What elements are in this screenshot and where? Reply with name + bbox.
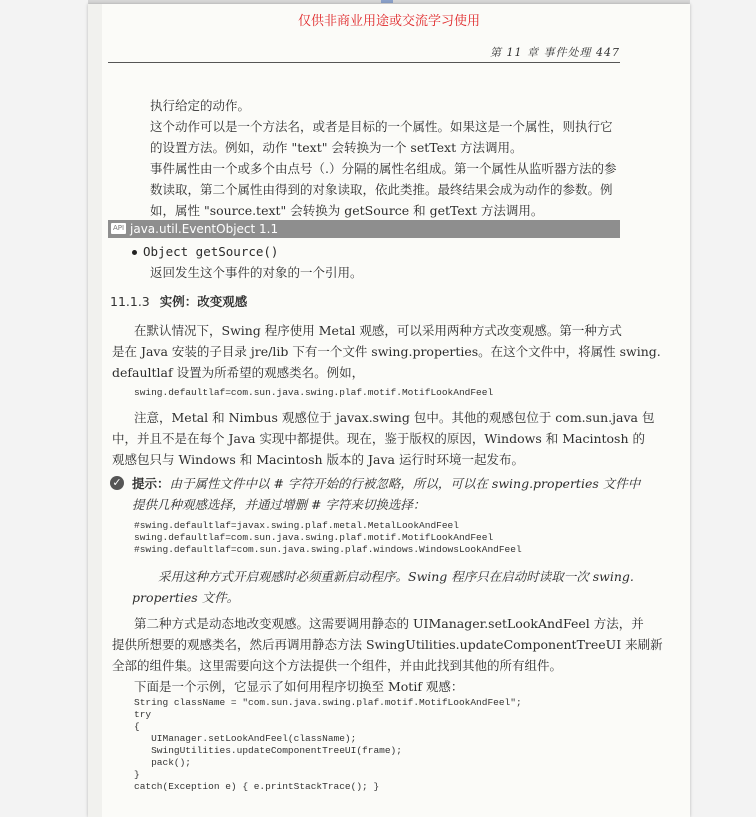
code-line: } (134, 769, 140, 780)
paragraph-line: properties 文件。 (132, 590, 240, 605)
bullet-icon (132, 250, 137, 255)
paragraph-line: 下面是一个示例，它显示了如何用程序切换至 Motif 观感： (134, 679, 464, 694)
paragraph-line: 的设置方法。例如，动作 "text" 会转换为一个 setText 方法调用。 (150, 140, 523, 155)
document-page (88, 4, 690, 817)
code-line: { (134, 721, 140, 732)
api-class-title: java.util.EventObject 1.1 (130, 222, 279, 236)
api-method-signature: Object getSource() (143, 244, 279, 259)
checkmark-icon: ✓ (110, 476, 124, 490)
paragraph-line: 全部的组件集。这里需要向这个方法提供一个组件，并由此找到其他的所有组件。 (112, 658, 563, 673)
code-line: swing.defaultlaf=com.sun.java.swing.plaf.motif.MotifLookAndFeel (134, 387, 494, 398)
api-method-description: 返回发生这个事件的对象的一个引用。 (150, 265, 363, 280)
page-gutter-shadow (88, 4, 102, 817)
tip-text: 由于属性文件中以 # 字符开始的行被忽略，所以，可以在 swing.properties 文件中 (169, 476, 641, 491)
paragraph-line: 如，属性 "source.text" 会转换为 getSource 和 getText 方法调用。 (150, 203, 544, 218)
paragraph-line: 中，并且不是在每个 Java 实现中都提供。现在，鉴于版权的原因，Windows 和 Macintosh 的 (112, 431, 645, 446)
code-line: #swing.defaultlaf=javax.swing.plaf.metal.MetalLookAndFeel (134, 520, 459, 531)
viewer-page-marker (381, 0, 393, 3)
watermark-text: 仅供非商业用途或交流学习使用 (297, 14, 480, 29)
header-rule (108, 62, 620, 63)
section-number: 11.1.3 (110, 294, 150, 309)
code-line: UIManager.setLookAndFeel(className); (134, 733, 357, 744)
code-line: try (134, 709, 152, 720)
api-note-bar (108, 220, 620, 238)
running-head: 第 11 章 事件处理 447 (490, 46, 620, 59)
tip-line: 提供几种观感选择，并通过增删 # 字符来切换选择： (132, 497, 426, 512)
api-icon: API (112, 224, 125, 232)
paragraph-line: 提供所想要的观感类名，然后再调用静态方法 SwingUtilities.updateComponentTreeUI 来刷新 (112, 637, 663, 652)
paragraph-line: 在默认情况下，Swing 程序使用 Metal 观感，可以采用两种方式改变观感。第一种方式 (134, 323, 622, 338)
code-line: pack(); (134, 757, 192, 768)
paragraph-line: 数读取，第二个属性由得到的对象读取，依此类推。最终结果会成为动作的参数。例 (150, 182, 613, 197)
code-line: #swing.defaultlaf=com.sun.java.swing.plaf.windows.WindowsLookAndFeel (134, 544, 522, 555)
code-line: String className = "com.sun.java.swing.plaf.motif.MotifLookAndFeel"; (134, 697, 522, 708)
paragraph-line: 观感包只与 Windows 和 Macintosh 版本的 Java 运行时环境一起发布。 (112, 452, 524, 467)
paragraph-line: 这个动作可以是一个方法名，或者是目标的一个属性。如果这是一个属性，则执行它 (150, 119, 613, 134)
code-line: swing.defaultlaf=com.sun.java.swing.plaf.motif.MotifLookAndFeel (134, 532, 494, 543)
paragraph-line: 采用这种方式开启观感时必须重新启动程序。Swing 程序只在启动时读取一次 swing. (158, 569, 634, 584)
tip-line (132, 473, 640, 494)
paragraph-line: 注意，Metal 和 Nimbus 观感位于 javax.swing 包中。其他的观感包位于 com.sun.java 包 (134, 410, 655, 425)
paragraph-line: 第二种方式是动态地改变观感。这需要调用静态的 UIManager.setLookAndFeel 方法，并 (134, 616, 644, 631)
paragraph-line: 执行给定的动作。 (150, 98, 251, 113)
api-method (132, 242, 278, 262)
paragraph-line: 事件属性由一个或多个由点号（.）分隔的属性名组成。第一个属性从监听器方法的参 (150, 161, 617, 176)
paragraph-line: 是在 Java 安装的子目录 jre/lib 下有一个文件 swing.properties。在这个文件中，将属性 swing. (112, 344, 661, 359)
code-line: catch(Exception e) { e.printStackTrace(); } (134, 781, 380, 792)
paragraph-line: defaultlaf 设置为所希望的观感类名。例如， (112, 365, 365, 380)
section-title-text: 实例：改变观感 (159, 294, 248, 309)
section-heading (110, 292, 247, 310)
code-line: SwingUtilities.updateComponentTreeUI(frame); (134, 745, 402, 756)
tip-label: 提示： (132, 476, 170, 491)
